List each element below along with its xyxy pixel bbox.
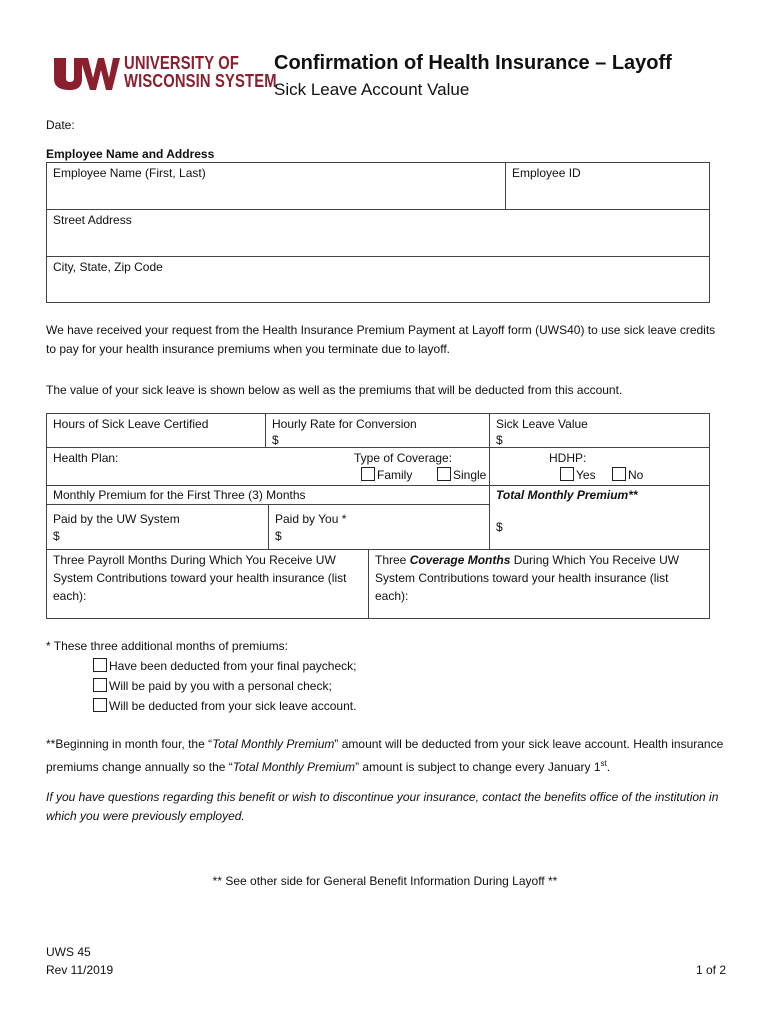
employee-info-box [46, 162, 710, 303]
total-monthly-premium-field[interactable]: $ [496, 520, 503, 534]
coverage-months-text: Three [375, 553, 410, 567]
questions-paragraph: If you have questions regarding this benefit or wish to discontinue your insurance, contact the benefits office of the institution in which you were previously employed. [46, 790, 719, 823]
paid-by-you-label: Paid by You * [275, 512, 347, 526]
divider [268, 504, 269, 549]
final-paycheck-label: Have been deducted from your final paycheck; [109, 659, 357, 673]
note-text: ” amount will be deducted from your sick leave account. Health insurance premiums change annually so the “ [46, 737, 724, 774]
hourly-rate-field[interactable]: $ [272, 433, 279, 447]
uw-logo-icon [52, 52, 120, 92]
employee-section-heading: Employee Name and Address [46, 147, 215, 161]
divider [46, 256, 710, 257]
divider [265, 413, 266, 447]
employee-id-field[interactable]: Employee ID [512, 166, 581, 180]
logo-line2: WISCONSIN SYSTEM [124, 71, 277, 91]
hdhp-yes-option[interactable] [560, 467, 596, 482]
coverage-family-option[interactable] [361, 467, 412, 482]
logo-wordmark [124, 54, 277, 90]
intro-paragraph: We have received your request from the Health Insurance Premium Payment at Layoff form (UWS40) to use sick leave credits to pay for your health insurance premiums when you terminate due to layoff. [46, 323, 716, 356]
form-id: UWS 45 [46, 945, 91, 959]
divider [368, 549, 369, 619]
hdhp-no-option[interactable] [612, 467, 643, 482]
note-text: . [606, 760, 611, 774]
note-superscript: st [600, 759, 607, 768]
form-revision: Rev 11/2019 [46, 963, 114, 977]
note-text: **Beginning in month four, the “ [46, 737, 213, 751]
street-address-field[interactable]: Street Address [53, 213, 132, 227]
sick-leave-value-label: Sick Leave Value [496, 417, 588, 431]
page-number: 1 of 2 [695, 963, 726, 977]
divider [505, 162, 506, 209]
hdhp-label: HDHP: [549, 451, 587, 465]
paid-by-you-field[interactable]: $ [275, 529, 282, 543]
option-personal-check[interactable] [93, 678, 332, 693]
see-other-side-note: ** See other side for General Benefit Information During Layoff ** [212, 874, 558, 888]
no-checkbox[interactable] [612, 467, 626, 481]
coverage-single-option[interactable] [437, 467, 486, 482]
single-label: Single [453, 468, 487, 482]
note-emphasis: Total Monthly Premium [212, 737, 335, 751]
personal-check-checkbox[interactable] [93, 678, 107, 692]
divider [46, 549, 710, 550]
divider [489, 413, 490, 549]
sick-leave-value-field[interactable]: $ [496, 433, 503, 447]
page-title: Confirmation of Health Insurance – Layoff [274, 52, 672, 74]
payroll-months-field[interactable]: Three Payroll Months During Which You Receive UW System Contributions toward your health insurance (list each): [53, 553, 347, 603]
total-monthly-premium-label: Total Monthly Premium** [496, 488, 638, 502]
yes-label: Yes [576, 468, 596, 482]
note-text: ” amount is subject to change every January 1 [355, 760, 601, 774]
sick-leave-account-label: Will be deducted from your sick leave account. [109, 699, 357, 713]
city-state-zip-field[interactable]: City, State, Zip Code [53, 260, 163, 274]
final-paycheck-checkbox[interactable] [93, 658, 107, 672]
employee-name-field[interactable]: Employee Name (First, Last) [53, 166, 206, 180]
note-paragraph [46, 735, 726, 777]
date-label[interactable]: Date: [46, 118, 75, 132]
yes-checkbox[interactable] [560, 467, 574, 481]
monthly-premium-label: Monthly Premium for the First Three (3) Months [53, 488, 306, 502]
single-checkbox[interactable] [437, 467, 451, 481]
no-label: No [628, 468, 644, 482]
personal-check-label: Will be paid by you with a personal check; [109, 679, 332, 693]
option-final-paycheck[interactable] [93, 658, 356, 673]
hourly-rate-label: Hourly Rate for Conversion [272, 417, 417, 431]
health-plan-field[interactable]: Health Plan: [53, 451, 119, 465]
coverage-months-field[interactable] [375, 551, 705, 605]
value-paragraph: The value of your sick leave is shown below as well as the premiums that will be deducted from this account. [46, 383, 623, 397]
coverage-months-text: During Which You Receive UW System Contributions toward your health insurance (list each): [375, 553, 680, 603]
note-emphasis: Total Monthly Premium [232, 760, 356, 774]
divider [46, 447, 710, 448]
coverage-months-emphasis: Coverage Months [409, 553, 511, 567]
hours-sick-leave-field[interactable]: Hours of Sick Leave Certified [53, 417, 209, 431]
coverage-type-label: Type of Coverage: [354, 451, 453, 465]
logo-line1: UNIVERSITY OF [124, 53, 240, 73]
paid-by-uw-field[interactable]: $ [53, 529, 60, 543]
divider [46, 209, 710, 210]
paid-by-uw-label: Paid by the UW System [53, 512, 180, 526]
family-checkbox[interactable] [361, 467, 375, 481]
divider [46, 485, 710, 486]
option-sick-leave-account[interactable] [93, 698, 356, 713]
additional-months-intro: * These three additional months of premiums: [46, 639, 288, 653]
page-subtitle: Sick Leave Account Value [274, 80, 470, 99]
family-label: Family [377, 468, 413, 482]
sick-leave-account-checkbox[interactable] [93, 698, 107, 712]
